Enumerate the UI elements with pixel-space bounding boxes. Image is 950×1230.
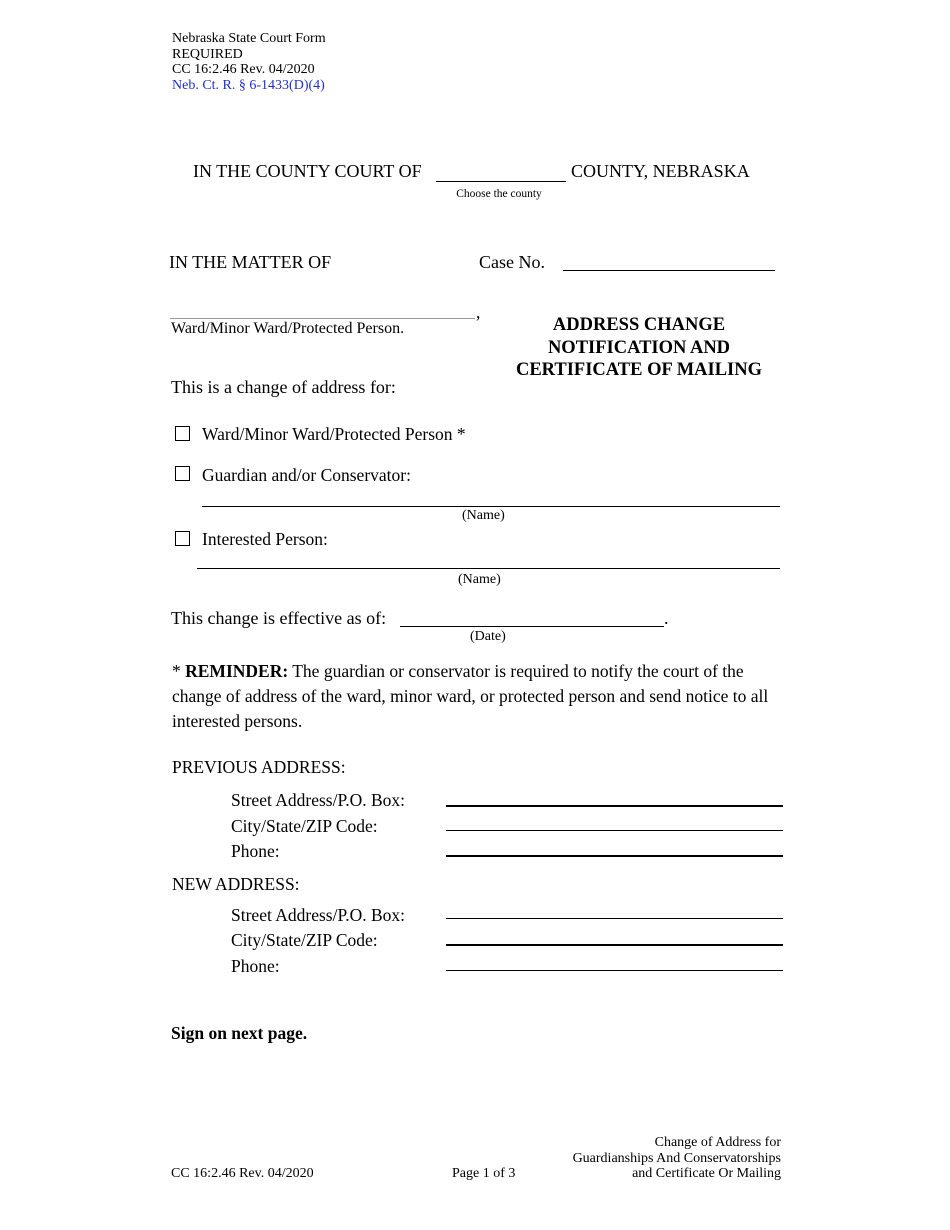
footer-title-line-2: Guardianships And Conservatorships — [572, 1150, 781, 1166]
guardian-option-label: Guardian and/or Conservator: — [202, 465, 411, 485]
court-suffix: COUNTY, NEBRASKA — [571, 161, 750, 181]
previous-street-label: Street Address/P.O. Box: — [231, 790, 406, 810]
footer-title-line-1: Change of Address for — [654, 1135, 781, 1150]
header-form-id: CC 16:2.46 Rev. 04/2020 — [172, 62, 315, 77]
interested-person-name-caption: (Name) — [458, 572, 501, 587]
ward-comma: , — [476, 302, 481, 322]
sign-note: Sign on next page. — [171, 1023, 308, 1043]
previous-phone-field[interactable] — [446, 855, 783, 857]
new-phone-field[interactable] — [446, 970, 783, 971]
effective-label: This change is effective as of: — [171, 608, 387, 628]
header-form-name: Nebraska State Court Form — [172, 31, 326, 46]
previous-city-label: City/State/ZIP Code: — [231, 816, 378, 836]
new-city-field[interactable] — [446, 944, 783, 946]
ward-name-field[interactable] — [170, 318, 475, 319]
document-title — [495, 314, 783, 382]
reminder-text: The guardian or conservator is required to notify the court of the change of address of the ward, minor ward, or protected person and send notice to all interested persons. — [172, 661, 769, 731]
matter-label: IN THE MATTER OF — [169, 252, 332, 272]
case-number-field[interactable] — [563, 270, 775, 271]
new-phone-label: Phone: — [231, 956, 280, 976]
case-number-label: Case No. — [479, 252, 545, 272]
court-prefix: IN THE COUNTY COURT OF — [193, 161, 422, 181]
title-line-1: ADDRESS CHANGE — [552, 315, 726, 335]
previous-phone-label: Phone: — [231, 841, 280, 861]
footer-title — [573, 1135, 781, 1182]
effective-period: . — [664, 608, 669, 628]
new-address-heading: NEW ADDRESS: — [172, 874, 300, 894]
footer-form-id: CC 16:2.46 Rev. 04/2020 — [171, 1166, 314, 1181]
county-hint: Choose the county — [456, 188, 542, 200]
title-line-2: NOTIFICATION AND — [547, 337, 731, 358]
change-for-label: This is a change of address for: — [171, 377, 396, 397]
ward-option-label: Ward/Minor Ward/Protected Person * — [202, 424, 466, 444]
interested-person-label: Interested Person: — [202, 529, 328, 549]
header-required: REQUIRED — [172, 46, 243, 62]
previous-city-field[interactable] — [446, 830, 783, 831]
page-number: Page 1 of 3 — [452, 1166, 516, 1181]
ward-caption: Ward/Minor Ward/Protected Person. — [171, 320, 405, 337]
ward-checkbox[interactable] — [175, 426, 190, 441]
reminder-star: * — [172, 661, 186, 681]
new-city-label: City/State/ZIP Code: — [231, 930, 378, 950]
reminder-bold: REMINDER: — [185, 661, 289, 681]
previous-street-field[interactable] — [446, 805, 783, 807]
court-rule-link[interactable]: Neb. Ct. R. § 6-1433(D)(4) — [172, 77, 325, 93]
reminder-paragraph — [172, 659, 782, 734]
county-field[interactable] — [436, 181, 566, 182]
footer-title-line-3: and Certificate Or Mailing — [632, 1166, 781, 1181]
guardian-checkbox[interactable] — [175, 466, 190, 481]
title-line-3: CERTIFICATE OF MAILING — [515, 360, 763, 380]
new-street-field[interactable] — [446, 918, 783, 919]
interested-person-name-field[interactable] — [197, 568, 780, 569]
previous-address-heading: PREVIOUS ADDRESS: — [172, 757, 346, 777]
guardian-name-caption: (Name) — [462, 508, 505, 523]
effective-date-field[interactable] — [400, 626, 664, 627]
effective-date-caption: (Date) — [470, 629, 506, 644]
new-street-label: Street Address/P.O. Box: — [231, 905, 406, 925]
interested-person-checkbox[interactable] — [175, 531, 190, 546]
form-header — [172, 31, 326, 93]
guardian-name-field[interactable] — [202, 506, 780, 507]
